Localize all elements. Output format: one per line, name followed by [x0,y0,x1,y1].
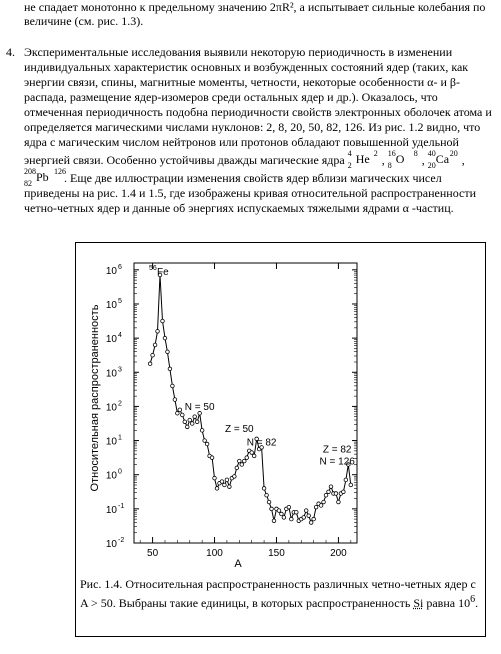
data-point [213,476,217,480]
nuclide-symbol: He [355,152,370,166]
alpha-symbol-2: α [402,201,409,215]
y-tick-exponent: 2 [118,400,122,408]
list-item-body: Экспериментальные исследования выявили некоторую периодичность в изменении индивидуальных характеристик основных и возбужденных состояний ядер (таких, как энергии связи, спины, магнитные моменты, четности, некоторые особенности α- и β- распада, размещение ядер-изомеров среди остальных ядер и др.). Оказалось, что отмеченная периодичность подобна периодичности свойств электронных оболочек атома и определяется магическими числами нуклонов: 2, 8, 20, 50, 82, 126. Из рис. 1.2 видно, что ядра с магическим числом нейтронов или протонов обладают повышенной удельной энергией связи. Особенно устойчивы дважды магические ядра 4 2 He 2 , 16 8 O 8 , 40 20 Ca 20 , 208 82 Pb 126 . Еще две иллюстрации изменения свойств ядер вблизи магических чисел приведены на рис. 1.4 и 1.5, где изображены кривая относительной распространенности четно-четных ядер и данные об энергиях испускаемых тяжелыми ядрами α -частиц. [24,45,492,215]
y-axis-label: Относительная распространенность [89,304,101,492]
data-point [322,500,326,504]
data-point [342,490,346,494]
data-point [329,485,333,489]
y-tick-label: 10 [105,368,117,380]
data-point [294,510,298,514]
nuclide-symbol: Pb [36,170,49,184]
data-point [200,429,204,433]
data-point [166,350,170,354]
data-point [181,413,185,417]
y-tick-exponent: -2 [118,537,125,544]
caption-text-end: . [475,596,479,610]
data-point [245,456,249,460]
caption-exponent: 6 [470,594,476,605]
y-tick-exponent: 5 [118,297,122,305]
nuclide-symbol: Ca [435,152,450,166]
x-tick-label: 150 [268,548,285,559]
nuclide-charge-number: 2 [347,161,352,170]
y-tick-exponent: 4 [118,332,122,340]
data-point [190,422,194,426]
nuclide-neutron-number: 2 [373,149,378,158]
data-point [334,492,338,496]
nuclide-o [388,150,420,168]
top-text-line: не спадает монотонно к предельному значению 2πR², а испытывает сильные колебания по величине (см. рис. 1.3). [24,0,486,28]
data-point [161,319,165,323]
data-point [171,384,175,388]
paragraph-text-c: . Еще две иллюстрации изменения свойств ядер вблизи магических чисел приведены на рис. 1.4 и 1.5, где изображены кривая относительной распространенности четно-четных ядер и данные об энергиях испускаемых тяжелыми ядрами [24,171,476,215]
nuclide-pb [24,167,66,188]
nuclide-symbol: O [395,152,405,166]
data-point [250,451,254,455]
nuclide-mass-number: 4 [347,149,352,158]
data-point [265,493,269,497]
paragraph-text-b: - распада, размещение ядер-изомеров среди остальных ядер и др.). Оказалось, что отмеченная периодичность подобна периодичности свойств электронных оболочек атома и определяется магическими числами нуклонов: 2, 8, 20, 50, 82, 126. Из рис. 1.2 видно, что ядра с магическим числом нейтронов или протонов обладают повышенной удельной энергией связи. Особенно устойчивы дважды магические ядра [24,75,492,167]
nuclide-mass-number: 208 [24,167,36,176]
data-point [290,517,294,521]
list-item-number: 4. [6,45,15,59]
nuclide-ca [428,150,460,168]
abundance-line [150,275,351,523]
nuclide-neutron-number: 126 [54,167,66,176]
beta-symbol: β [449,75,456,89]
y-tick-exponent: 0 [118,468,122,476]
data-point [233,475,237,479]
y-tick-label: 10 [105,402,117,414]
data-point [349,483,353,487]
data-point [327,490,331,494]
y-tick-label: 10 [105,299,117,311]
data-point [153,343,157,347]
y-tick-exponent: 3 [118,366,122,374]
y-tick-label: 10 [105,334,117,346]
annotation-label: Z = 50 [224,424,254,436]
data-point [148,362,152,366]
data-point [223,483,227,487]
nuclide-mass-number: 40 [427,149,436,158]
figure-caption [80,577,485,611]
data-point [238,459,242,463]
data-point [225,478,229,482]
data-point [287,505,291,509]
annotation-superscript: 56 [149,264,157,272]
y-tick-label: 10 [105,436,117,448]
data-point [272,519,276,523]
annotation-label: N = 126 [319,456,355,468]
x-tick-label: 200 [330,548,347,559]
data-point [168,367,172,371]
data-point [319,504,323,508]
data-point [215,487,219,491]
data-point [195,420,199,424]
nuclide-neutron-number: 8 [413,149,418,158]
data-point [267,500,271,504]
data-point [309,521,313,525]
data-point [220,480,224,484]
data-point [324,493,328,497]
annotation-label: Fe [157,266,169,278]
x-tick-label: 50 [147,548,159,559]
data-point [337,500,341,504]
data-point [307,514,311,518]
nuclide-mass-number: 16 [387,149,396,158]
data-point [235,466,239,470]
y-tick-label: 10 [105,504,117,516]
data-point [151,353,155,357]
abundance-chart [76,243,485,573]
data-point [173,398,177,402]
x-tick-label: 100 [206,548,223,559]
y-tick-exponent: -1 [118,502,125,510]
data-point [176,411,180,415]
data-point [304,509,308,513]
y-tick-label: 10 [105,539,117,550]
data-point [183,420,187,424]
data-point [193,415,197,419]
chart-annotations [149,265,355,468]
caption-si: Si [413,596,424,610]
data-point [228,485,232,489]
paragraph-text-mid: - и [433,75,450,89]
caption-text-b: равна 10 [423,596,471,610]
data-point [277,509,281,513]
y-tick-label: 10 [105,470,117,482]
data-point [252,454,256,458]
chart-ticks [106,263,357,559]
x-axis-label: A [234,558,242,570]
data-point [314,505,318,509]
annotation-label: N = 50 [184,401,215,413]
annotation-label: Z = 82 [322,444,352,456]
data-point [203,439,207,443]
y-tick-exponent: 1 [118,434,122,442]
data-point [280,512,284,516]
data-point [242,459,246,463]
data-point [240,463,244,467]
figure-frame [75,242,486,637]
y-tick-label: 10 [105,265,117,277]
data-point [188,418,192,422]
nuclide-charge-number: 8 [387,161,392,170]
alpha-symbol: α [427,75,434,89]
data-point [262,487,266,491]
data-point [210,456,214,460]
data-point [312,517,316,521]
y-tick-exponent: 6 [118,263,122,271]
caption-text-a: Рис. 1.4. Относительная распространенность различных четно-четных ядер с A > 50. Выбраны такие единицы, в которых распространенность [80,577,476,610]
nuclide-charge-number: 82 [24,179,32,188]
data-point [344,478,348,482]
data-point [156,329,160,333]
abundance-series [148,273,352,524]
data-point [163,336,167,340]
nuclide-neutron-number: 20 [449,149,458,158]
data-point [178,408,182,412]
paragraph-text-d: -частиц. [408,201,454,215]
nuclide-he [348,150,380,168]
annotation-label: N = 82 [246,437,277,449]
data-point [302,516,306,520]
nuclide-charge-number: 20 [427,161,436,170]
data-point [270,507,274,511]
data-point [205,442,209,446]
data-point [282,516,286,520]
paragraph-text-a: Экспериментальные исследования выявили некоторую периодичность в изменении индивидуальных характеристик основных и возбужденных состояний ядер (таких, как энергии связи, спины, магнитные моменты, четности, некоторые особенности [24,45,469,89]
data-point [185,425,189,429]
